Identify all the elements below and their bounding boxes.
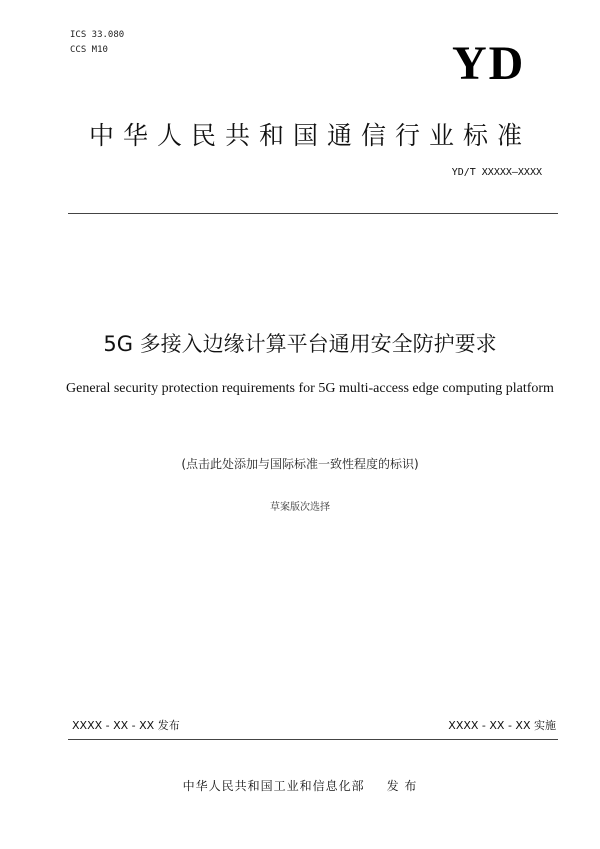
standard-number: YD/T XXXXX—XXXX: [451, 167, 542, 178]
standard-title: 中华人民共和国通信行业标准: [88, 121, 531, 150]
document-title-cn[interactable]: 5G 多接入边缘计算平台通用安全防护要求: [103, 332, 497, 356]
ics-code: ICS 33.080: [70, 30, 125, 40]
ccs-code: CCS M10: [70, 45, 108, 55]
issuer-line: [0, 777, 600, 794]
yd-logo: YD: [452, 37, 526, 90]
draft-version-selector[interactable]: 草案版次选择: [270, 502, 330, 513]
consistency-note-field[interactable]: (点击此处添加与国际标准一致性程度的标识): [181, 457, 419, 471]
implementation-date[interactable]: XXXX - XX - XX 实施: [448, 719, 556, 732]
document-title-en[interactable]: General security protection requirements for 5G multi-access edge computing platform: [66, 381, 554, 396]
bottom-divider: [68, 739, 558, 740]
top-divider: [68, 213, 558, 214]
issuer-action: 发 布: [386, 779, 418, 793]
issue-date[interactable]: XXXX - XX - XX 发布: [72, 719, 180, 732]
issuer-name: 中华人民共和国工业和信息化部: [182, 779, 365, 793]
